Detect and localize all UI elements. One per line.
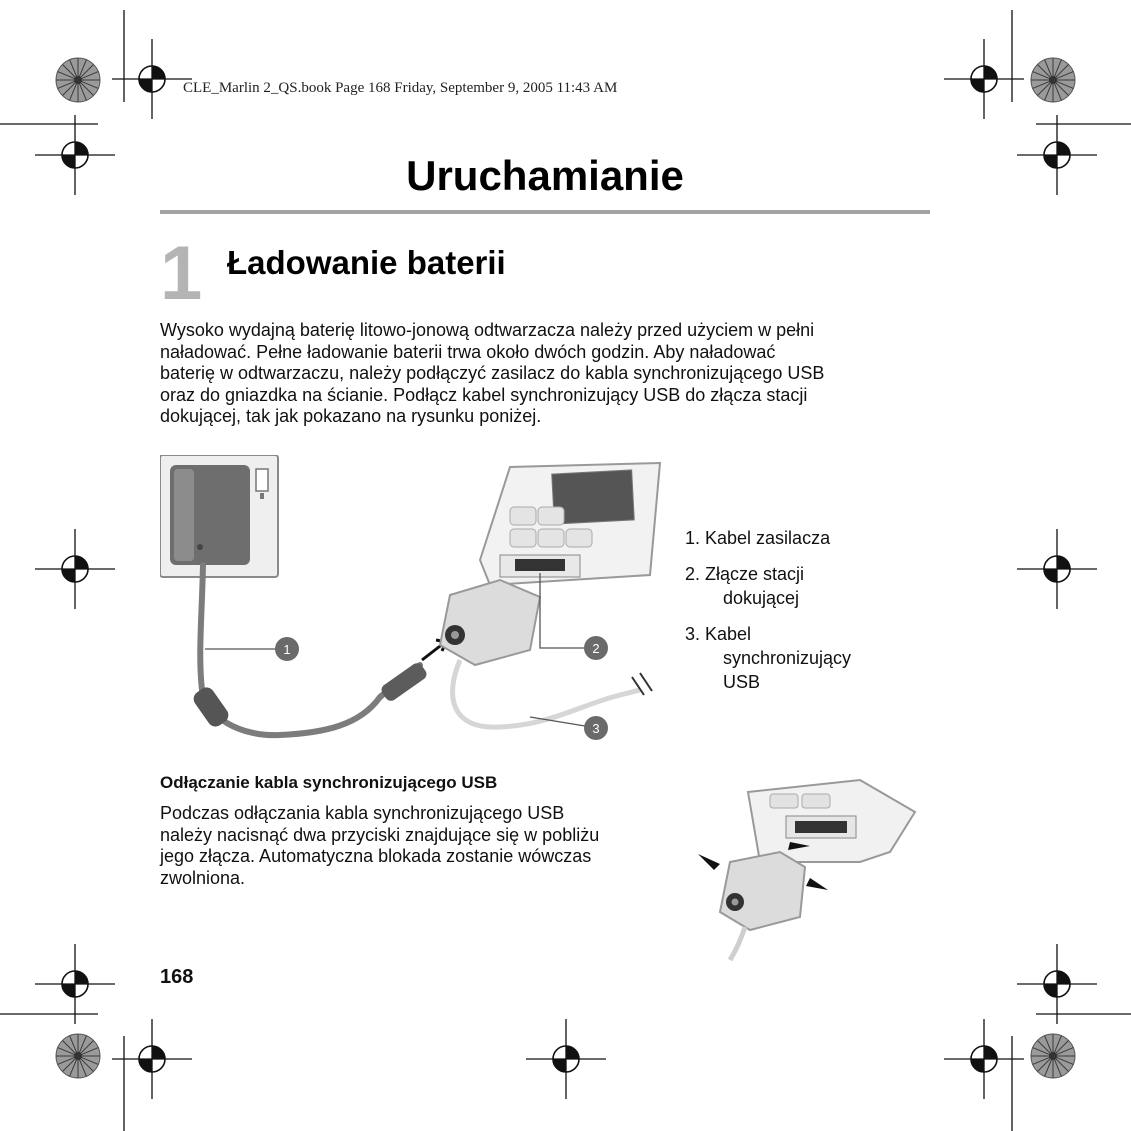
legend-line: 1. Kabel zasilacza: [685, 528, 831, 548]
callout-badge-3: [584, 716, 608, 740]
player-image: [480, 463, 660, 585]
legend-line: 2. Złącze stacji: [685, 564, 805, 584]
subsection-paragraph: [160, 803, 680, 889]
callout-label: 3: [592, 721, 600, 736]
subsection-line: Podczas odłączania kabla synchronizującego USB: [160, 803, 565, 823]
title-rule: [160, 210, 930, 214]
callout-badge-2: [584, 636, 608, 660]
subsection-line: należy nacisnąć dwa przyciski znajdujące się w pobliżu: [160, 824, 600, 845]
callout-label: 2: [592, 641, 600, 656]
figure-legend: [685, 526, 851, 706]
legend-item: [685, 526, 851, 550]
legend-line: synchronizujący: [723, 648, 852, 668]
charging-illustration: [160, 455, 670, 755]
step-number: 1: [160, 231, 203, 316]
subsection-title: Odłączanie kabla synchronizującego USB: [160, 773, 498, 792]
intro-line: Wysoko wydajną baterię litowo-jonową odtwarzacza należy przed użyciem w pełni: [160, 320, 815, 340]
legend-item: [685, 622, 851, 694]
intro-line: dokującej, tak jak pokazano na rysunku poniżej.: [160, 406, 542, 426]
intro-line: naładować. Pełne ładowanie baterii trwa około dwóch godzin. Aby naładować: [160, 341, 776, 362]
disconnect-illustration: [690, 772, 920, 962]
section-title: Ładowanie baterii: [227, 244, 506, 281]
power-adapter-image: [160, 455, 278, 577]
subsection-line: jego złącza. Automatyczna blokada zostanie wówczas: [160, 846, 592, 866]
legend-line: USB: [723, 672, 761, 692]
legend-item: [685, 562, 851, 610]
intro-paragraph: [160, 320, 940, 428]
sync-connector-image: [440, 580, 540, 665]
subsection-line: zwolniona.: [160, 867, 246, 888]
sync-cable: [453, 660, 640, 727]
page-number: 168: [160, 966, 194, 988]
dc-plug: [379, 661, 429, 703]
legend-line: dokującej: [723, 588, 800, 608]
print-header: CLE_Marlin 2_QS.book Page 168 Friday, September 9, 2005 11:43 AM: [183, 80, 618, 96]
callout-label: 1: [283, 642, 291, 657]
intro-line: baterię w odtwarzaczu, należy podłączyć zasilacz do kabla synchronizującego USB: [160, 363, 825, 383]
power-cable: [200, 565, 420, 735]
page-title: Uruchamianie: [406, 152, 684, 199]
legend-line: 3. Kabel: [685, 624, 752, 644]
callout-badge-1: [275, 637, 299, 661]
callout-leader: [540, 573, 585, 648]
intro-line: oraz do gniazdka na ścianie. Podłącz kabel synchronizujący USB do złącza stacji: [160, 384, 808, 405]
